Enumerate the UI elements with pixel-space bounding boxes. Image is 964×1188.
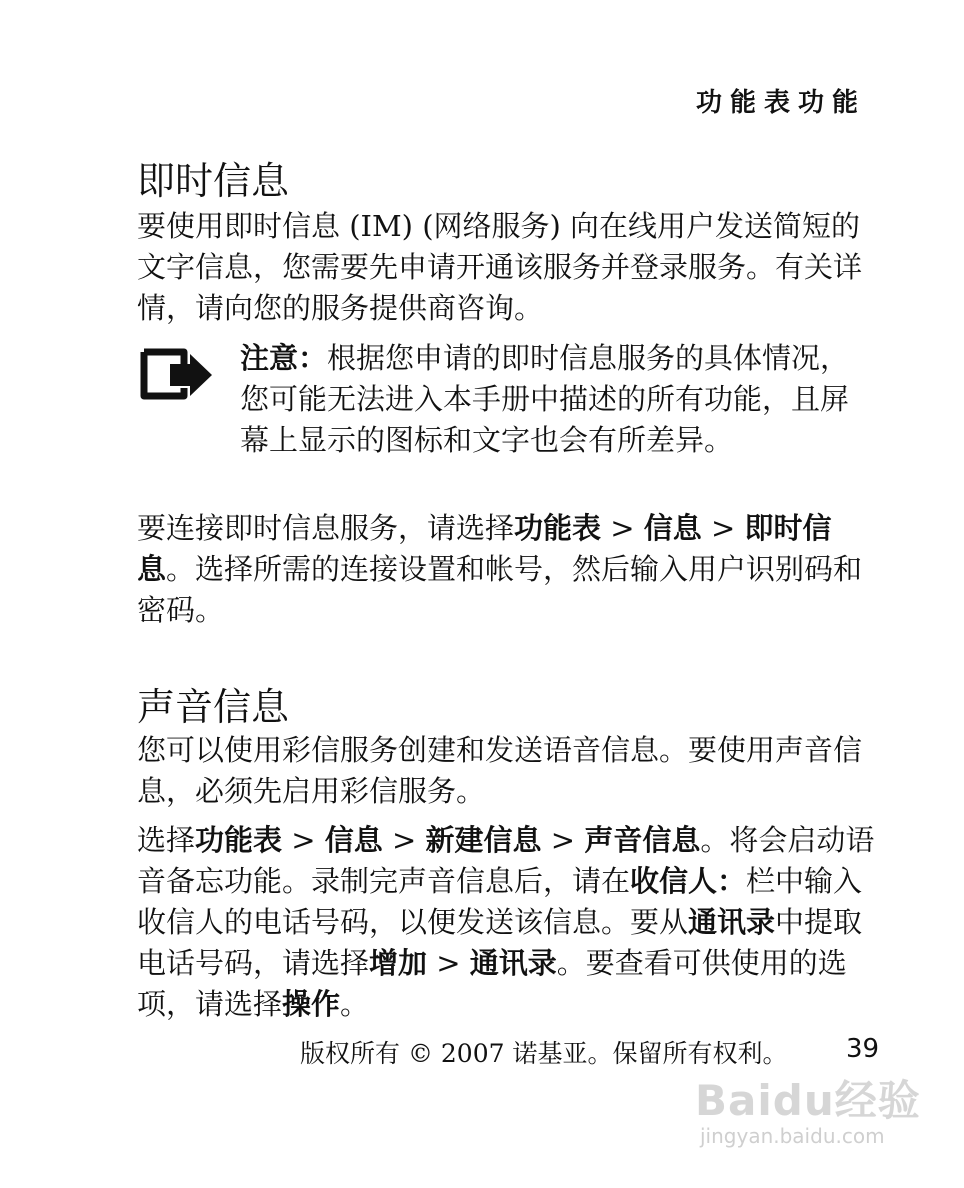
field-label: 收信人：: [630, 864, 747, 898]
copyright-footer: 版权所有 © 2007 诺基亚。保留所有权利。: [300, 1039, 788, 1068]
text-run: 栏中输入收信人的电话号码，以便发送该信息。要从: [137, 864, 863, 939]
menu-path-item: 信息: [643, 511, 702, 545]
watermark-logo: Baidu经验: [695, 1076, 921, 1125]
text-run: 。选择所需的连接设置和帐号，然后输入用户识别码和密码。: [137, 552, 863, 627]
im-intro-paragraph: 要使用即时信息 (IM) (网络服务) 向在线用户发送简短的文字信息，您需要先申请开通该服务并登录服务。有关详情，请向您的服务提供商咨询。: [137, 209, 863, 325]
menu-path-item: 通讯录: [469, 946, 557, 980]
text-run: 要连接即时信息服务，请选择: [137, 511, 515, 545]
path-separator: >: [382, 823, 426, 857]
voice-steps-paragraph: [137, 820, 877, 1025]
text-run: 。: [340, 987, 370, 1021]
section-heading-im: 即时信息: [137, 159, 290, 203]
page-number: 39: [846, 1034, 880, 1064]
note-icon: [140, 348, 216, 400]
menu-path-item: 即时信息: [137, 511, 832, 586]
path-separator: >: [427, 946, 470, 980]
voice-intro-paragraph: 您可以使用彩信服务创建和发送语音信息。要使用声音信息，必须先启用彩信服务。: [137, 733, 863, 808]
menu-path-item: 通讯录: [688, 905, 776, 939]
text-run: 选择: [137, 823, 196, 857]
im-connect-paragraph: [137, 508, 877, 631]
running-header: 功能表功能: [695, 88, 866, 118]
path-separator: >: [541, 823, 585, 857]
note-text: 根据您申请的即时信息服务的具体情况，您可能无法进入本手册中描述的所有功能，且屏幕上显示的图标和文字也会有所差异。: [240, 341, 850, 457]
note-paragraph: [240, 338, 855, 461]
section-heading-voice: 声音信息: [137, 685, 290, 729]
menu-path-item: 信息: [324, 823, 383, 857]
menu-path-item: 功能表: [514, 511, 602, 545]
menu-path-item: 声音信息: [584, 823, 701, 857]
watermark-url: jingyan.baidu.com: [700, 1124, 885, 1148]
menu-path-item: 增加: [369, 946, 428, 980]
text-run: 。要查看可供使用的选项，请选择: [137, 946, 847, 1021]
path-separator: >: [701, 511, 745, 545]
text-run: 中提取电话号码，请选择: [137, 905, 863, 980]
menu-path-item: 新建信息: [425, 823, 542, 857]
note-label: 注意：: [240, 341, 328, 375]
path-separator: >: [282, 823, 325, 857]
menu-path-item: 功能表: [195, 823, 283, 857]
path-separator: >: [601, 511, 644, 545]
menu-path-item: 操作: [282, 987, 341, 1021]
text-run: 。将会启动语音备忘功能。录制完声音信息后，请在: [137, 823, 875, 898]
